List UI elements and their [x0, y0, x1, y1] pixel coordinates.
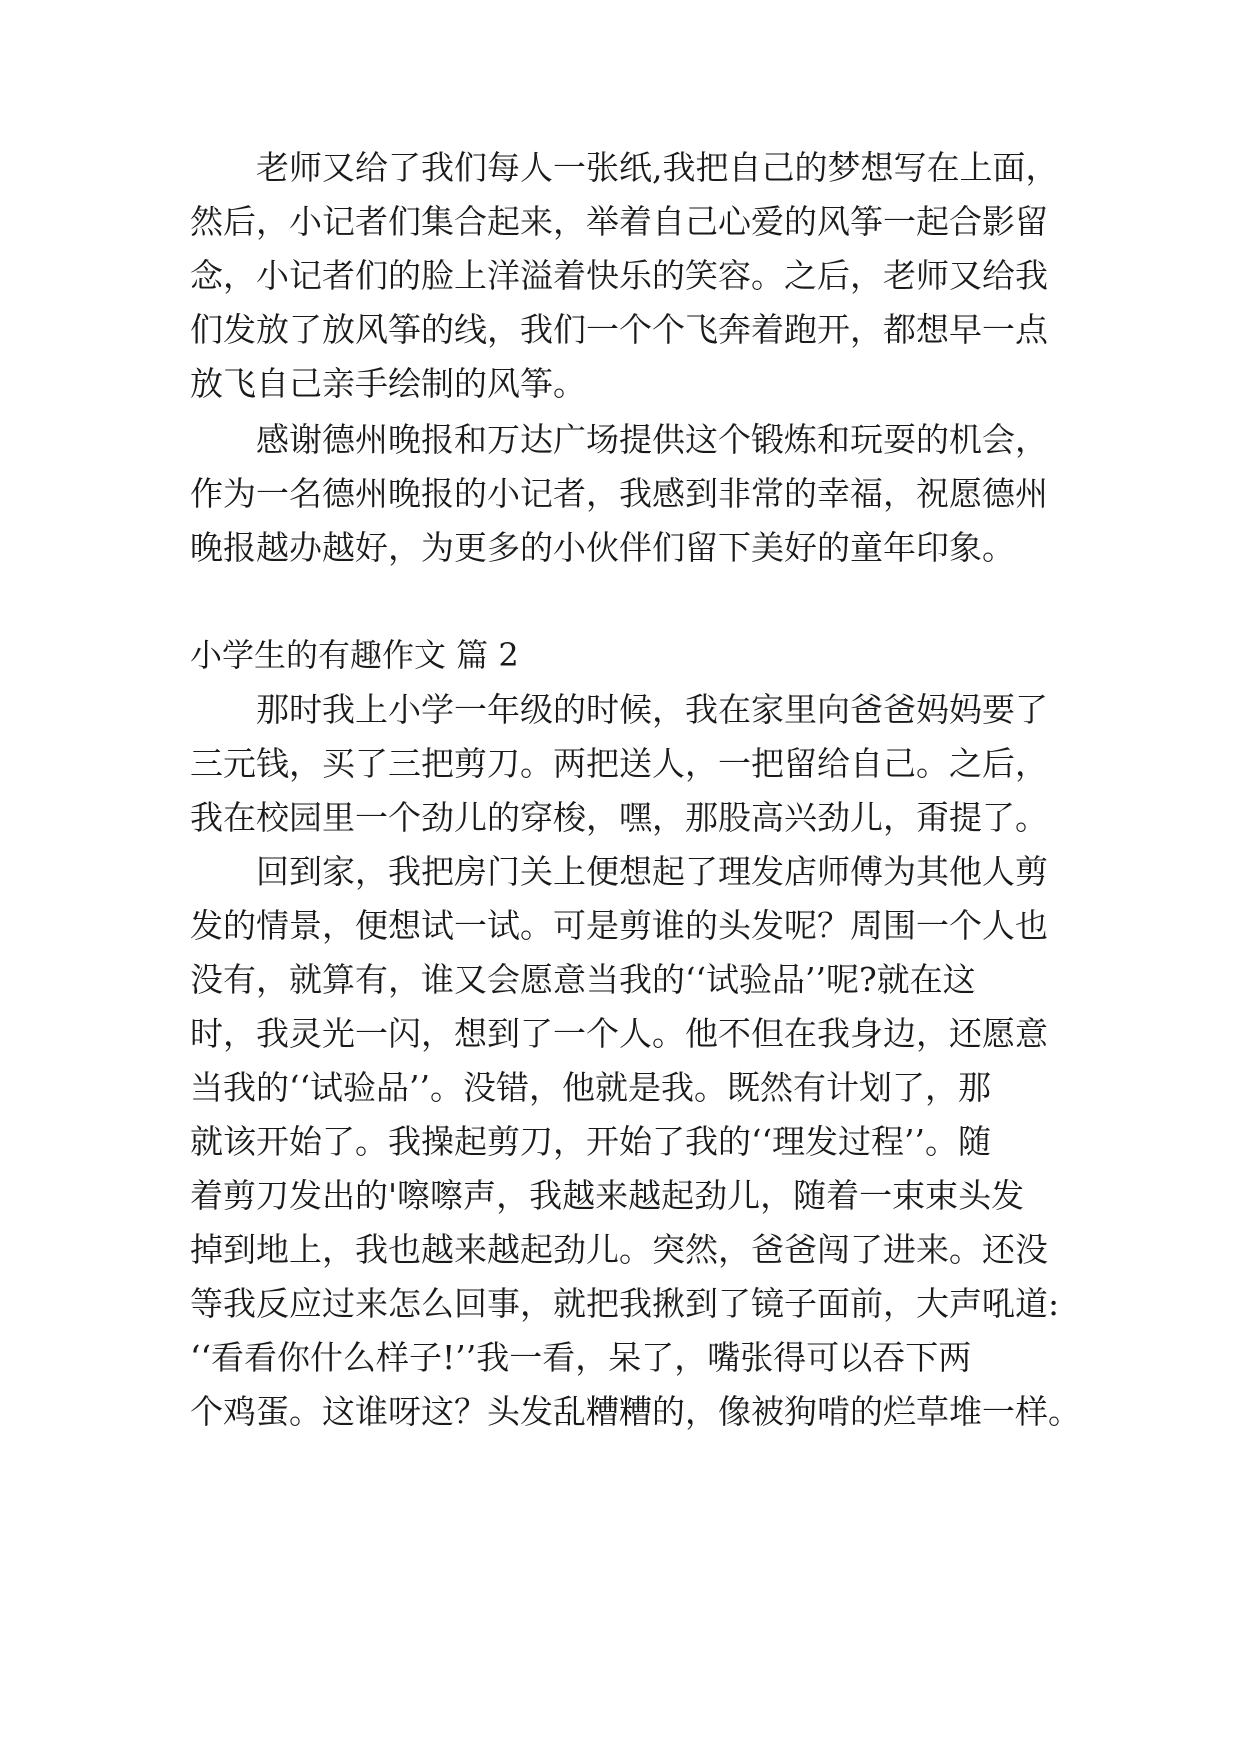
paragraph-line: 当我的‘‘试验品’’。没错，他就是我。既然有计划了，那	[190, 1068, 991, 1107]
paragraph-line: 等我反应过来怎么回事，就把我揪到了镜子面前，大声吼道:	[190, 1284, 1060, 1323]
paragraph-line: 发的情景，便想试一试。可是剪谁的头发呢？周围一个人也	[190, 906, 1048, 945]
paragraph-line: 那时我上小学一年级的时候，我在家里向爸爸妈妈要了	[256, 690, 1048, 729]
paragraph-line: 回到家，我把房门关上便想起了理发店师傅为其他人剪	[256, 852, 1048, 891]
paragraph-line: 我在校园里一个劲儿的穿梭，嘿，那股高兴劲儿，甭提了。	[190, 798, 1048, 837]
paragraph-line: 晚报越办越好，为更多的小伙伴们留下美好的童年印象。	[190, 528, 1015, 567]
paragraph-line: 个鸡蛋。这谁呀这？头发乱糟糟的，像被狗啃的烂草堆一样。	[190, 1392, 1081, 1431]
section-heading: 小学生的有趣作文 篇 2	[190, 636, 519, 674]
paragraph-line: 们发放了放风筝的线，我们一个个飞奔着跑开，都想早一点	[190, 310, 1048, 349]
paragraph-line: 掉到地上，我也越来越起劲儿。突然，爸爸闯了进来。还没	[190, 1230, 1048, 1269]
paragraph-line: 着剪刀发出的'嚓嚓声，我越来越起劲儿，随着一束束头发	[190, 1176, 1025, 1215]
paragraph-line: 老师又给了我们每人一张纸,我把自己的梦想写在上面，	[256, 148, 1059, 187]
paragraph-line: 然后，小记者们集合起来，举着自己心爱的风筝一起合影留	[190, 202, 1048, 241]
paragraph-line: 念，小记者们的脸上洋溢着快乐的笑容。之后，老师又给我	[190, 256, 1048, 295]
paragraph-line: ‘‘看看你什么样子!’’我一看，呆了，嘴张得可以吞下两	[190, 1338, 972, 1377]
paragraph-line: 就该开始了。我操起剪刀，开始了我的‘‘理发过程’’。随	[190, 1122, 991, 1161]
paragraph-line: 三元钱，买了三把剪刀。两把送人，一把留给自己。之后，	[190, 744, 1048, 783]
paragraph-line: 没有，就算有，谁又会愿意当我的‘‘试验品’’呢?就在这	[190, 960, 976, 999]
paragraph-line: 感谢德州晚报和万达广场提供这个锻炼和玩耍的机会，	[256, 420, 1048, 459]
paragraph-line: 放飞自己亲手绘制的风筝。	[190, 364, 586, 403]
paragraph-line: 作为一名德州晚报的小记者，我感到非常的幸福，祝愿德州	[190, 474, 1048, 513]
paragraph-line: 时，我灵光一闪，想到了一个人。他不但在我身边，还愿意	[190, 1014, 1048, 1053]
